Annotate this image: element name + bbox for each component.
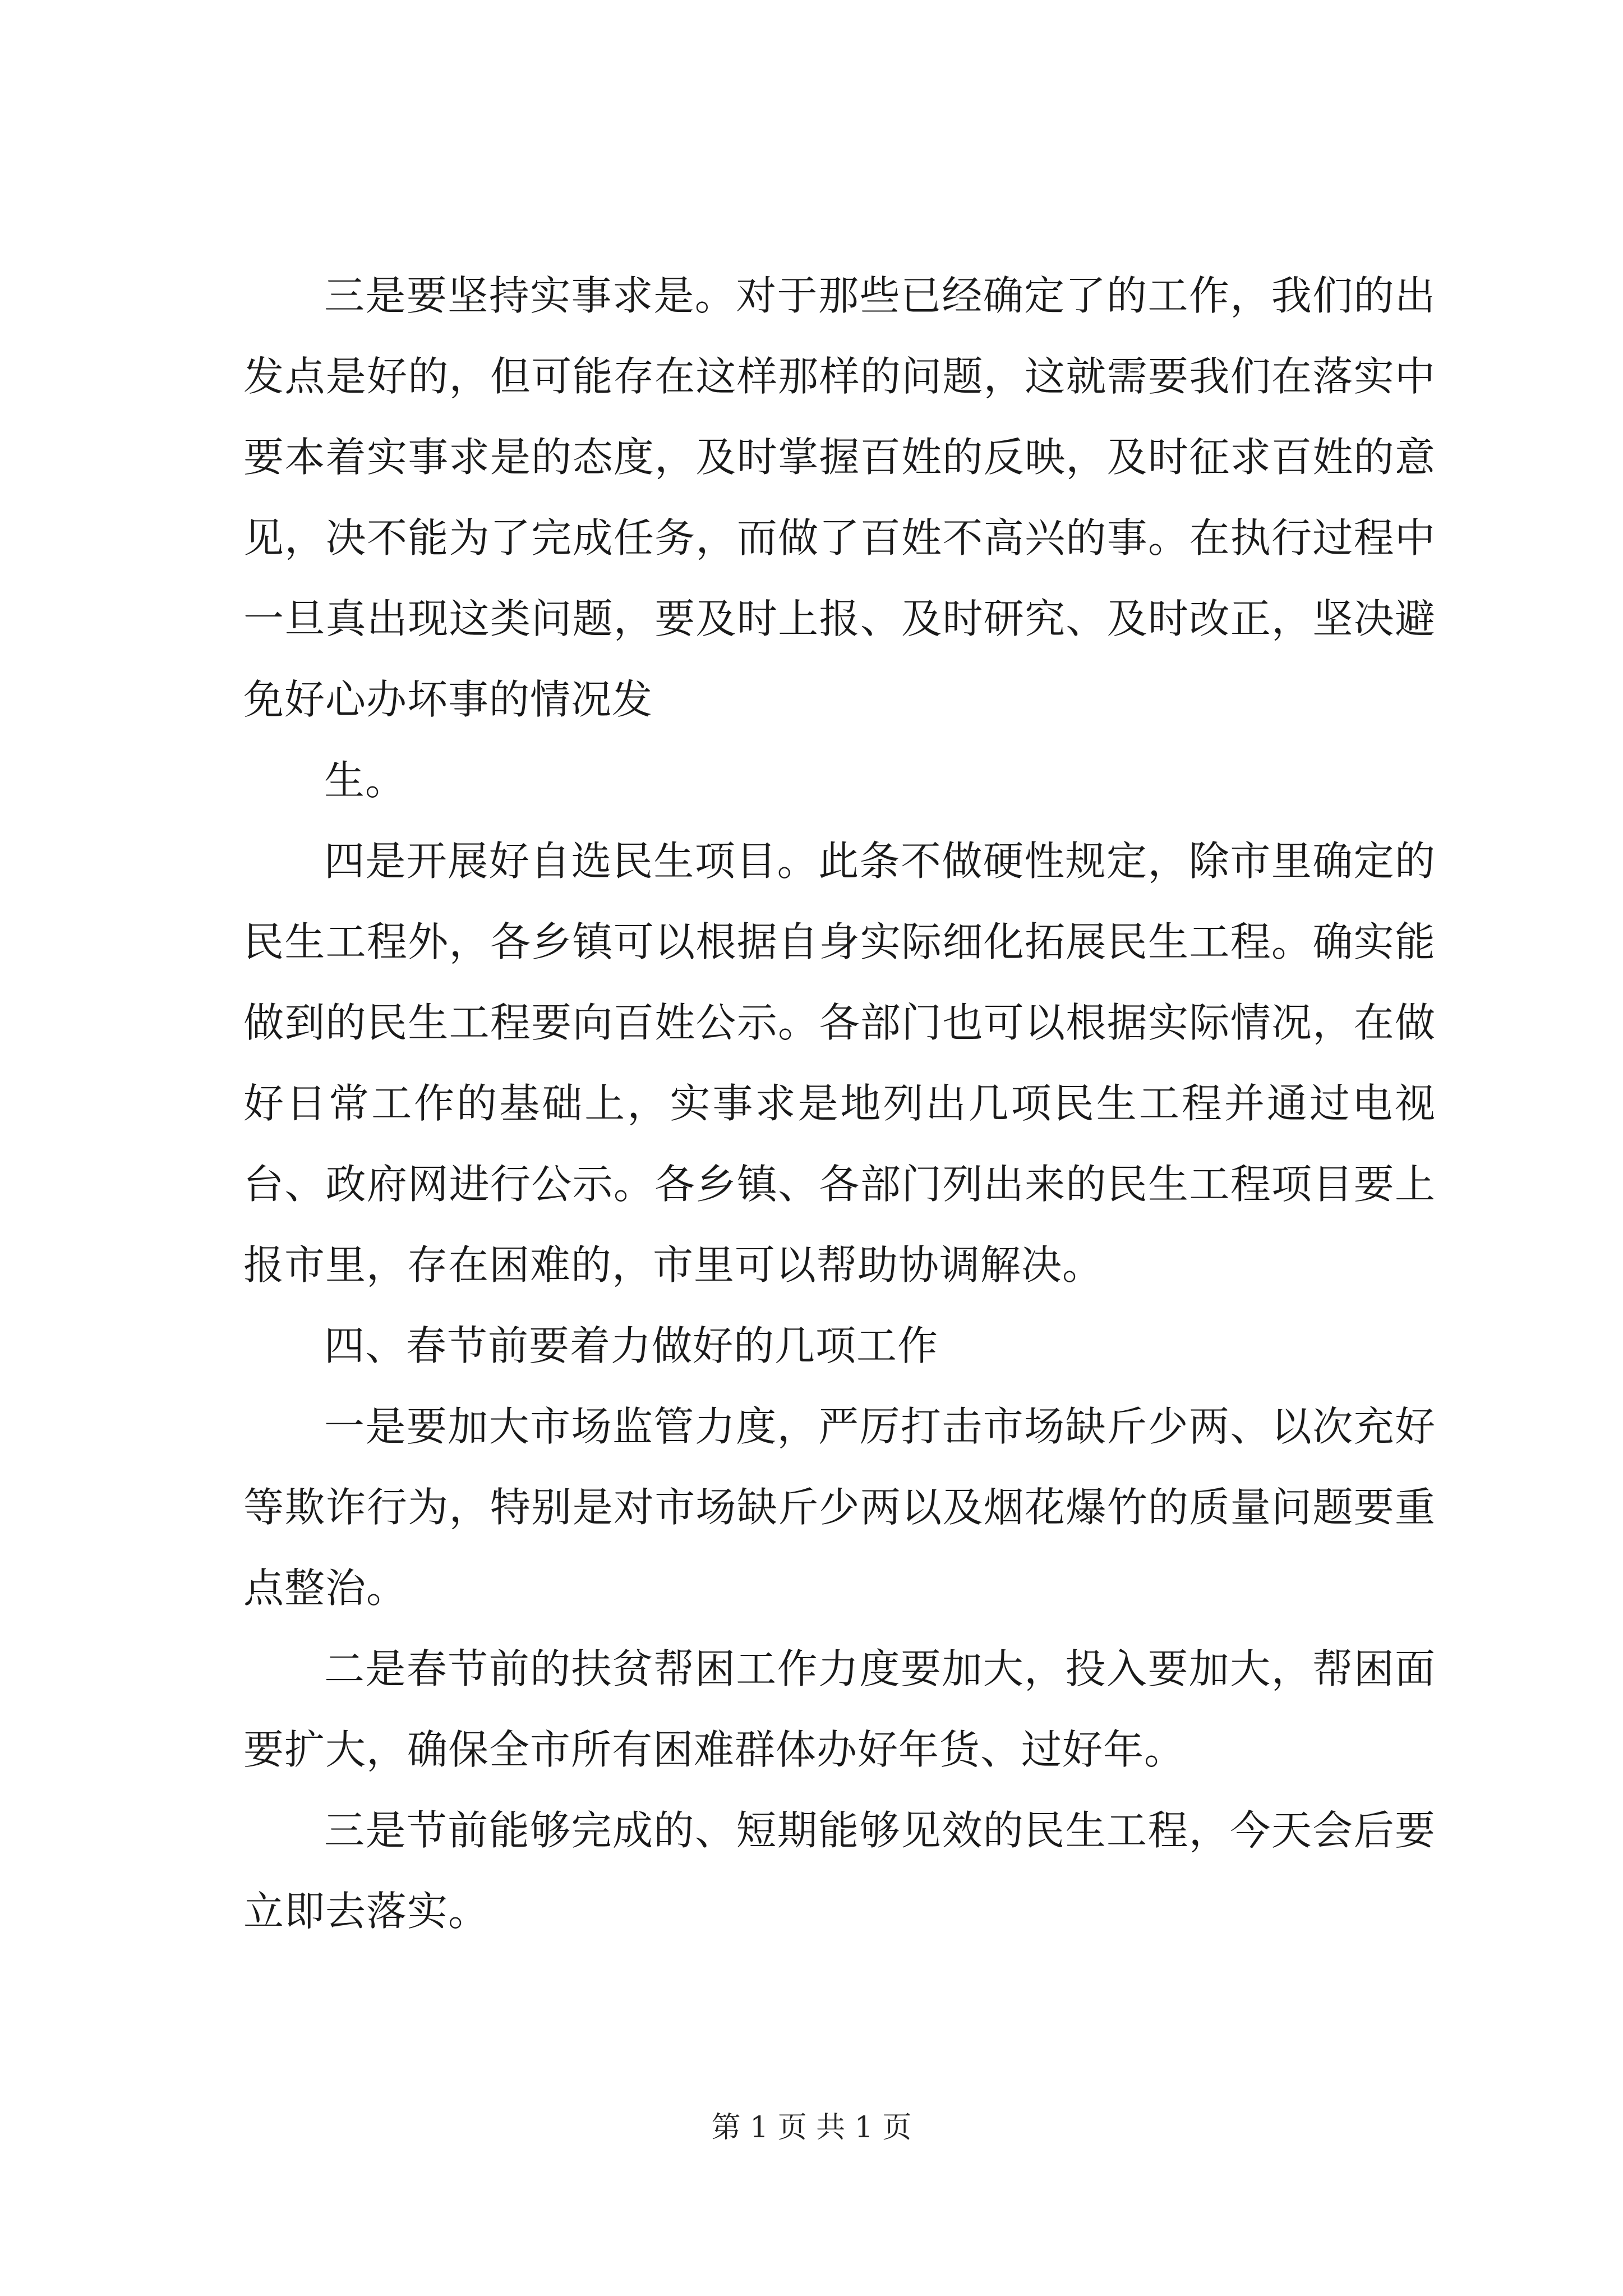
paragraph-continuation: 生。 <box>324 757 407 804</box>
paragraph-shishi-qiushi: 三是要坚持实事求是。对于那些已经确定了的工作，我们的出发点是好的，但可能存在这样那样的问题，这就需要我们在落实中要本着实事求是的态度，及时掌握百姓的反映，及时征求百姓的意见，决不能为了完成任务，而做了百姓不高兴的事。在执行过程中一旦真出现这类问题，要及时上报、及时研究、及时改正，坚决避免好心办坏事的情况发 <box>243 272 1436 723</box>
paragraph-fupin-bangkun: 二是春节前的扶贫帮困工作力度要加大，投入要加大，帮困面要扩大，确保全市所有困难群体办好年货、过好年。 <box>243 1645 1436 1773</box>
paragraph-zixuan-minsheng: 四是开展好自选民生项目。此条不做硬性规定，除市里确定的民生工程外，各乡镇可以根据自身实际细化拓展民生工程。确实能做到的民生工程要向百姓公示。各部门也可以根据实际情况，在做好日常工作的基础上，实事求是地列出几项民生工程并通过电视台、政府网进行公示。各乡镇、各部门列出来的民生工程项目要上报市里，存在困难的，市里可以帮助协调解决。 <box>243 838 1436 1289</box>
paragraph-jieqian-minsheng: 三是节前能够完成的、短期能够见效的民生工程，今天会后要立即去落实。 <box>243 1807 1436 1935</box>
page-footer: 第 1 页 共 1 页 <box>711 2111 912 2145</box>
document-body <box>243 255 1436 1952</box>
section-heading-chunjie: 四、春节前要着力做好的几项工作 <box>324 1322 939 1369</box>
paragraph-shichang-jianguan: 一是要加大市场监管力度，严厉打击市场缺斤少两、以次充好等欺诈行为，特别是对市场缺斤少两以及烟花爆竹的质量问题要重点整治。 <box>243 1403 1436 1612</box>
